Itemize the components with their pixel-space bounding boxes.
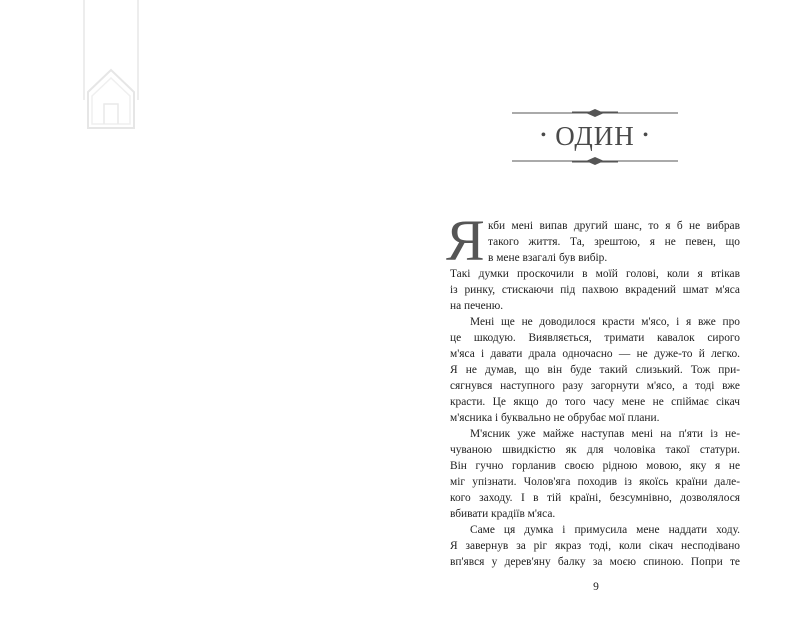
text-line: М'ясник уже майже наступав мені на п'яти із не-	[470, 428, 740, 440]
text-line: Такі думки проскочили в моїй голові, коли я втікав	[450, 268, 740, 280]
text-line: м'ясника і буквально не обрубає мої плани.	[450, 412, 660, 424]
chapter-heading	[512, 108, 678, 166]
chapter-title	[512, 121, 678, 151]
text-line: Я не думав, що він буде такий слизький. Тож при-	[450, 364, 740, 376]
text-line: м'яса і давати драла одночасно — не дуже-то й легко.	[450, 348, 740, 360]
chapter-body-text	[446, 208, 740, 570]
text-line: на печеню.	[450, 300, 504, 312]
text-line: Він гучно горланив своєю рідною мовою, яку я не	[450, 460, 740, 472]
text-line: Я завернув за ріг якраз тоді, коли сікач несподівано	[450, 540, 740, 552]
text-line: міг упізнати. Чолов'яга походив із якоїсь країни дале-	[450, 476, 740, 488]
text-line: це шкодую. Виявляється, тримати кавалок сирого	[450, 332, 740, 344]
text-line: Мені ще не доводилося красти м'ясо, і я вже про	[470, 316, 740, 328]
text-line: вбивати крадіїв м'яса.	[450, 508, 556, 520]
text-line: кби мені випав другий шанс, то я б не вибрав	[488, 220, 740, 232]
drop-cap: Я	[446, 208, 485, 273]
ornament-rule-top	[512, 108, 678, 118]
home-bookmark-icon	[82, 0, 140, 132]
text-line: такого життя. Та, зрештою, я не певен, що	[488, 236, 740, 248]
text-line: чуваною швидкістю як для чоловіка такої статури.	[450, 444, 740, 456]
opening-paragraph-start	[446, 208, 740, 273]
text-line: вп'явся у дерев'яну балку за моєю спиною. Попри те	[450, 556, 740, 568]
chapter-dot-left: •	[540, 127, 548, 144]
text-line: сягнувся наступного разу загорнути м'ясо, а тоді вже	[450, 380, 740, 392]
text-line: із ринку, стискаючи під пахвою вкрадений шмат м'яса	[450, 284, 740, 296]
ornament-rule-bottom	[512, 156, 678, 166]
text-line: в мене взагалі був вибір.	[488, 252, 608, 264]
page-number: 9	[593, 581, 599, 593]
text-line: красти. Це якщо до того часу мене не спіймає сікач	[450, 396, 740, 408]
chapter-dot-right: •	[642, 127, 650, 144]
text-line: Саме ця думка і примусила мене наддати ходу.	[470, 524, 740, 536]
chapter-title-text: ОДИН	[555, 121, 635, 151]
text-line: кого заходу. І в тій країні, безсумнівно, дозволялося	[450, 492, 740, 504]
